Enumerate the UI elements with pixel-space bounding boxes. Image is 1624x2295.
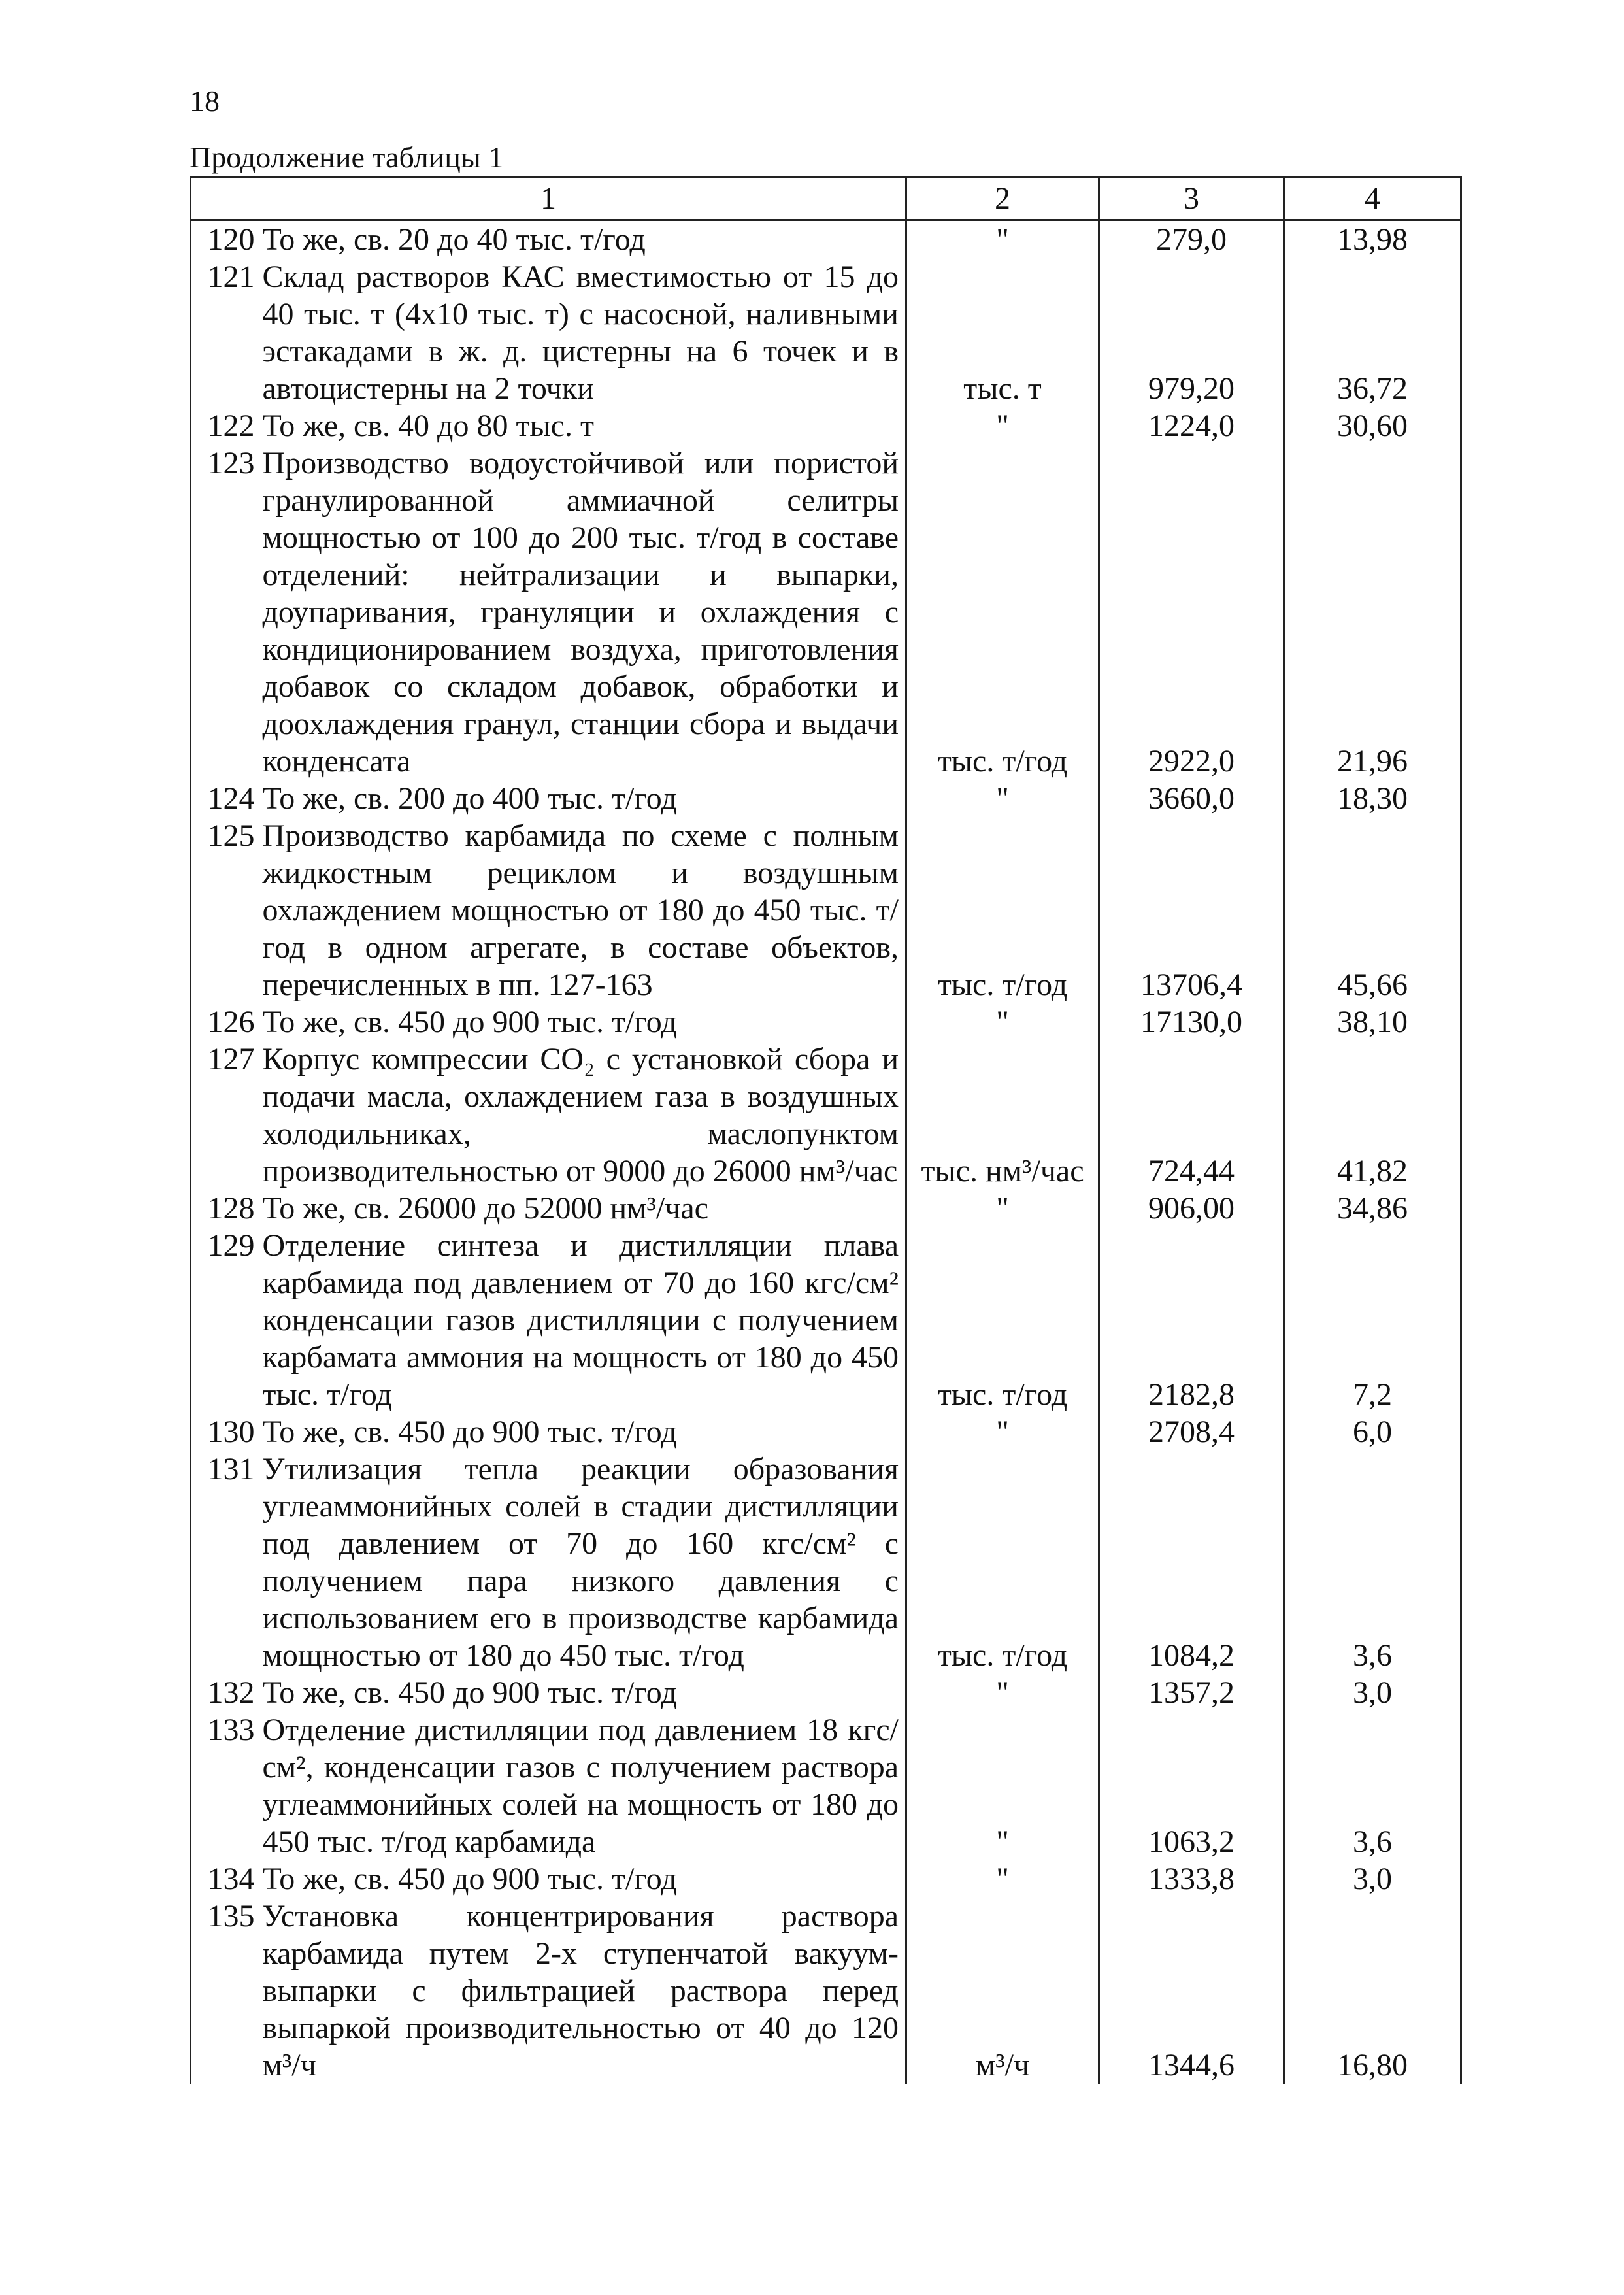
row-value: 1063,2: [1099, 1711, 1284, 1860]
row-percent: 3,6: [1284, 1450, 1461, 1674]
row-description: То же, св. 26000 до 52000 нм³/час: [262, 1191, 708, 1226]
row-value: 1357,2: [1099, 1674, 1284, 1711]
row-unit: ": [906, 1711, 1099, 1860]
row-percent: 7,2: [1284, 1227, 1461, 1413]
row-number: 127: [191, 1041, 263, 1190]
row-number: 130: [191, 1413, 263, 1450]
row-unit: тыс. т/год: [906, 1450, 1099, 1674]
row-description: То же, св. 200 до 400 тыс. т/год: [262, 781, 677, 816]
row-value: 724,44: [1099, 1041, 1284, 1190]
row-description: Производство водоустойчивой или пористой гранулированной аммиачной селитры мощностью от 100 до 200 тыс. т/год в составе отделений: нейтрализации и выпарки, доупаривания, грануляции и охлаждения с кондиционированием воздуха, приготовления добавок со складом добавок, обработки и доохлаждения гранул, станции сбора и выдачи конденсата: [262, 446, 899, 779]
row-unit: тыс. т/год: [906, 817, 1099, 1003]
row-description: То же, св. 450 до 900 тыс. т/год: [262, 1415, 677, 1449]
row-value: 979,20: [1099, 258, 1284, 407]
row-percent: 45,66: [1284, 817, 1461, 1003]
row-percent: 34,86: [1284, 1190, 1461, 1227]
row-percent: 3,6: [1284, 1711, 1461, 1860]
row-description: То же, св. 450 до 900 тыс. т/год: [262, 1862, 677, 1896]
row-description: Отделение синтеза и дистилляции плава карбамида под давлением от 70 до 160 кгс/см² конденсации газов дистилляции с получением карбамата аммония на мощность от 180 до 450 тыс. т/год: [262, 1228, 899, 1412]
table-row: [191, 407, 1461, 444]
table-row: [191, 444, 1461, 780]
row-percent: 3,0: [1284, 1860, 1461, 1898]
row-value: 2708,4: [1099, 1413, 1284, 1450]
data-table: [190, 176, 1462, 2084]
row-unit: тыс. т/год: [906, 1227, 1099, 1413]
table-row: [191, 1227, 1461, 1413]
row-description: То же, св. 40 до 80 тыс. т: [262, 409, 594, 443]
row-unit: тыс. нм³/час: [906, 1041, 1099, 1190]
row-number: 123: [191, 444, 263, 780]
table-caption: Продолжение таблицы 1: [190, 141, 504, 174]
table-row: [191, 780, 1461, 817]
row-description: Склад растворов КАС вместимостью от 15 до 40 тыс. т (4х10 тыс. т) с насосной, наливными эстакадами в ж. д. цистерны на 6 точек и в автоцистерны на 2 точки: [262, 260, 899, 406]
row-unit: ": [906, 1860, 1099, 1898]
table-row: [191, 1190, 1461, 1227]
row-percent: 3,0: [1284, 1674, 1461, 1711]
row-number: 128: [191, 1190, 263, 1227]
row-unit: ": [906, 1190, 1099, 1227]
row-value: 1224,0: [1099, 407, 1284, 444]
row-number: 132: [191, 1674, 263, 1711]
row-percent: 6,0: [1284, 1413, 1461, 1450]
row-value: 17130,0: [1099, 1003, 1284, 1041]
row-value: 1084,2: [1099, 1450, 1284, 1674]
row-unit: ": [906, 1413, 1099, 1450]
table-row: [191, 1898, 1461, 2084]
row-percent: 38,10: [1284, 1003, 1461, 1041]
table-row: [191, 1413, 1461, 1450]
row-value: 2182,8: [1099, 1227, 1284, 1413]
row-number: 120: [191, 220, 263, 259]
table-row: [191, 1674, 1461, 1711]
row-unit: ": [906, 220, 1099, 259]
row-description: То же, св. 450 до 900 тыс. т/год: [262, 1005, 677, 1039]
row-percent: 13,98: [1284, 220, 1461, 259]
row-percent: 41,82: [1284, 1041, 1461, 1190]
row-unit: ": [906, 1003, 1099, 1041]
row-unit: ": [906, 1674, 1099, 1711]
row-description: То же, св. 450 до 900 тыс. т/год: [262, 1675, 677, 1710]
page-number: 18: [190, 84, 220, 118]
table-row: [191, 1860, 1461, 1898]
row-unit: тыс. т/год: [906, 444, 1099, 780]
row-description: Утилизация тепла реакции образования углеаммонийных солей в стадии дистилляции под давлением от 70 до 160 кгс/см² с получением пара низкого давления с использованием его в производстве карбамида мощностью от 180 до 450 тыс. т/год: [262, 1452, 899, 1673]
row-value: 13706,4: [1099, 817, 1284, 1003]
row-number: 126: [191, 1003, 263, 1041]
table-header: [191, 178, 1461, 220]
row-number: 133: [191, 1711, 263, 1860]
header-col-2: 2: [906, 178, 1099, 220]
header-col-3: 3: [1099, 178, 1284, 220]
row-percent: 16,80: [1284, 1898, 1461, 2084]
row-number: 135: [191, 1898, 263, 2084]
row-description: То же, св. 20 до 40 тыс. т/год: [262, 222, 646, 257]
table-row: [191, 1450, 1461, 1674]
header-row: [191, 178, 1461, 220]
row-value: 1344,6: [1099, 1898, 1284, 2084]
table-row: [191, 1041, 1461, 1190]
table-row: [191, 1003, 1461, 1041]
header-col-4: 4: [1284, 178, 1461, 220]
row-unit: ": [906, 780, 1099, 817]
row-value: 3660,0: [1099, 780, 1284, 817]
table-row: [191, 1711, 1461, 1860]
table-row: [191, 817, 1461, 1003]
row-value: 1333,8: [1099, 1860, 1284, 1898]
row-number: 134: [191, 1860, 263, 1898]
row-number: 129: [191, 1227, 263, 1413]
row-value: 906,00: [1099, 1190, 1284, 1227]
row-unit: м³/ч: [906, 1898, 1099, 2084]
row-number: 124: [191, 780, 263, 817]
row-number: 131: [191, 1450, 263, 1674]
row-percent: 21,96: [1284, 444, 1461, 780]
row-value: 279,0: [1099, 220, 1284, 259]
row-value: 2922,0: [1099, 444, 1284, 780]
row-number: 121: [191, 258, 263, 407]
row-description: Установка концентрирования раствора карбамида путем 2-х ступенчатой вакуум-выпарки с фильтрацией раствора перед выпаркой производительностью от 40 до 120 м³/ч: [262, 1899, 899, 2083]
row-description: Производство карбамида по схеме с полным жидкостным рециклом и воздушным охлаждением мощностью от 180 до 450 тыс. т/год в одном агрегате, в составе объектов, перечисленных в пп. 127-163: [262, 818, 899, 1002]
row-unit: тыс. т: [906, 258, 1099, 407]
row-percent: 30,60: [1284, 407, 1461, 444]
row-unit: ": [906, 407, 1099, 444]
table-body: [191, 220, 1461, 2085]
row-percent: 18,30: [1284, 780, 1461, 817]
row-description: Отделение дистилляции под давлением 18 кгс/см², конденсации газов с получением раствора углеаммонийных солей на мощность от 180 до 450 тыс. т/год карбамида: [262, 1713, 899, 1859]
row-number: 125: [191, 817, 263, 1003]
row-description: Корпус компрессии СО₂ с установкой сбора и подачи масла, охлаждением газа в воздушных холодильниках, маслопунктом производительностью от 9000 до 26000 нм³/час: [262, 1042, 899, 1188]
table-row: [191, 258, 1461, 407]
table-row: [191, 220, 1461, 259]
row-percent: 36,72: [1284, 258, 1461, 407]
row-number: 122: [191, 407, 263, 444]
header-col-1: 1: [191, 178, 906, 220]
